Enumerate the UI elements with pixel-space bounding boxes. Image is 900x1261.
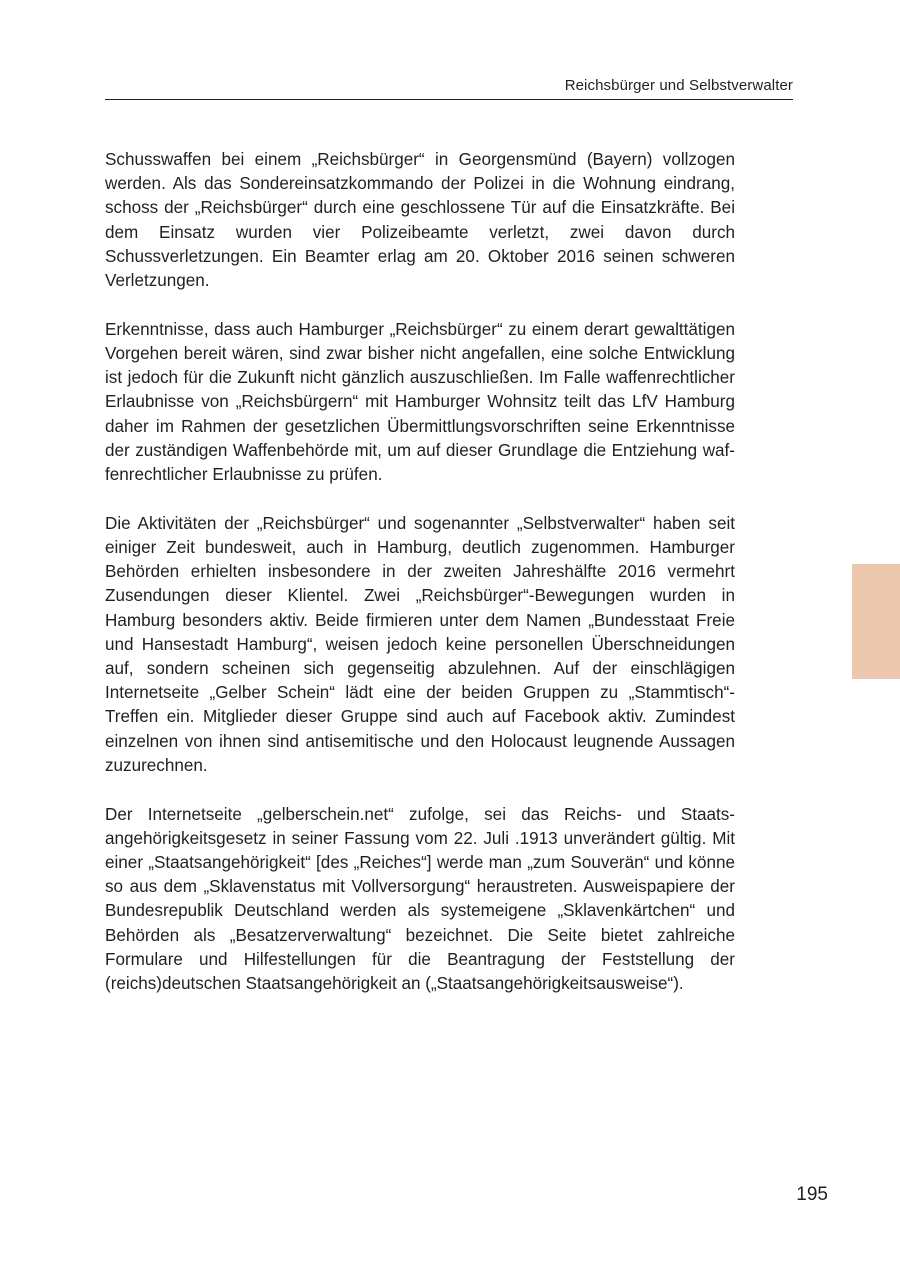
running-header (105, 73, 793, 100)
paragraph: Schusswaffen bei einem „Reichsbürger“ in Georgensmünd (Bayern) vollzogen werden. Als das Sondereinsatzkommando der Polizei in die Wohnung eindrang, schoss der „Reichsbürger“ durch eine geschlossene Tür auf die Einsatzkräfte. Bei dem Einsatz wurden vier Polizeibeamte verletzt, zwei davon durch Schussverletzungen. Ein Beamter erlag am 20. Oktober 2016 seinen schweren Verletzungen. (105, 150, 735, 291)
body-text (105, 148, 735, 1021)
chapter-tab-marker (852, 564, 900, 679)
paragraph: Erkenntnisse, dass auch Hamburger „Reichsbürger“ zu einem derart gewalttätigen Vorgehen bereit wären, sind zwar bisher nicht angefallen, eine solche Entwicklung ist jedoch für die Zukunft nicht gänzlich auszuschließen. Im Falle waffenrechtlicher Erlaubnisse von „Reichsbürgern“ mit Hamburger Wohnsitz teilt das LfV Hamburg daher im Rahmen der gesetzlichen Übermittlungsvorschriften seine Erkenntnisse der zuständigen Waffenbehörde mit, um auf dieser Grundlage die Entziehung waffenrechtlicher Erlaubnisse zu prüfen. (105, 319, 735, 485)
paragraph: Die Aktivitäten der „Reichsbürger“ und sogenannter „Selbstverwalter“ haben seit einiger Zeit bundesweit, auch in Hamburg, deutlich zugenommen. Hamburger Behörden erhielten insbesondere in der zweiten Jahreshälfte 2016 vermehrt Zusendungen dieser Klientel. Zwei „Reichsbürger“-Bewegungen wurden in Hamburg besonders aktiv. Beide firmieren unter dem Namen „Bundesstaat Freie und Hansestadt Hamburg“, weisen jedoch keine personellen Überschneidungen auf, sondern scheinen sich gegenseitig abzulehnen. Auf der einschlägigen Internetseite „Gelber Schein“ lädt eine der beiden Gruppen zu „Stammtisch“-Treffen ein. Mitglieder dieser Gruppe sind auch auf Facebook aktiv. Zumindest einzelnen von ihnen sind antisemitische und den Holocaust leugnende Aussagen zuzurechnen. (105, 513, 735, 775)
paragraph: Der Internetseite „gelberschein.net“ zufolge, sei das Reichs- und Staatsangehörigkeitsgesetz in seiner Fassung vom 22. Juli .1913 unverändert gültig. Mit einer „Staatsangehörigkeit“ [des „Reiches“] werde man „zum Souverän“ und könne so aus dem „Sklavenstatus mit Vollversorgung“ heraustreten. Ausweispapiere der Bundesrepublik Deutschland werden als systemeigene „Sklavenkärtchen“ und Behörden als „Besatzerverwaltung“ bezeichnet. Die Seite bietet zahlreiche Formulare und Hilfestellungen für die Beantragung der Feststellung der (reichs)deutschen Staatsangehörigkeit an („Staatsangehörigkeitsausweise“). (105, 804, 735, 994)
page-number: 195 (796, 1184, 828, 1205)
running-header-title: Reichsbürger und Selbstverwalter (564, 77, 793, 94)
